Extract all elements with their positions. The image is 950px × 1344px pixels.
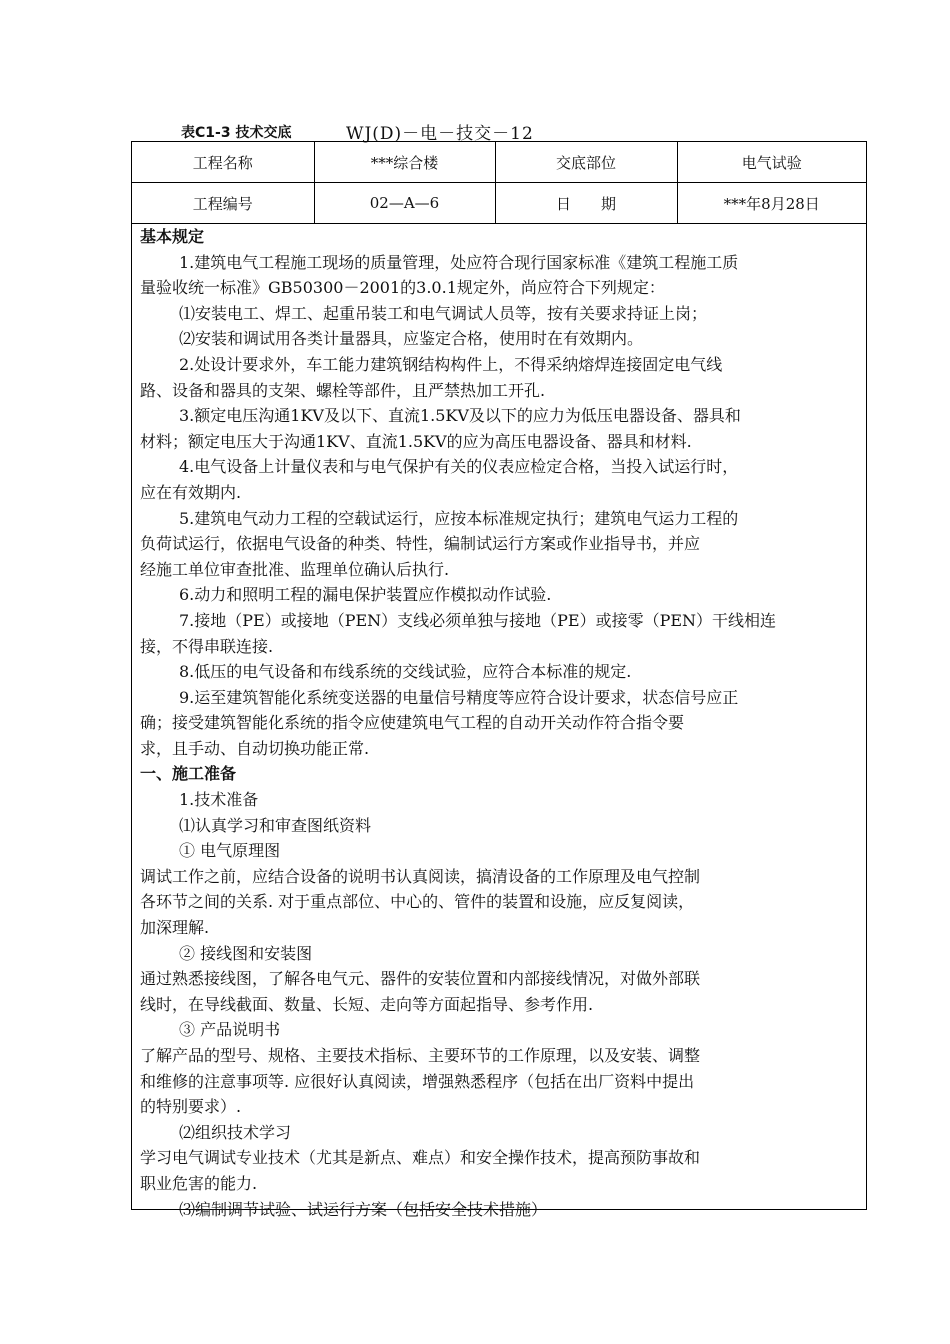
table-row xyxy=(132,142,866,183)
paragraph-line: 材料；额定电压大于沟通1KV、直流1.5KV的应为高压电器设备、器具和材料. xyxy=(140,431,692,451)
paragraph-line: ② 接线图和安装图 xyxy=(179,943,313,963)
paragraph-line: 7.接地（PE）或接地（PEN）支线必须单独与接地（PE）或接零（PEN）干线相连 xyxy=(179,610,777,630)
section-heading: 基本规定 xyxy=(140,227,205,246)
paragraph-line: 路、设备和器具的支架、螺栓等部件，且严禁热加工开孔. xyxy=(140,380,546,400)
paragraph-line: 接，不得串联连接. xyxy=(140,636,274,656)
paragraph-line: ③ 产品说明书 xyxy=(179,1020,281,1040)
paragraph-line: ⑴安装电工、焊工、起重吊装工和电气调试人员等，按有关要求持证上岗； xyxy=(179,303,708,323)
paragraph-line: 了解产品的型号、规格、主要技术指标、主要环节的工作原理，以及安装、调整 xyxy=(140,1046,701,1065)
handover-part-label: 交底部位 xyxy=(495,142,677,183)
project-info-table xyxy=(132,142,866,224)
project-no-value: 02—A—6 xyxy=(314,183,495,224)
paragraph-line: 的特别要求）. xyxy=(140,1097,242,1117)
paragraph-line: 确；接受建筑智能化系统的指令应使建筑电气工程的自动开关动作符合指令要 xyxy=(140,713,685,733)
paragraph-line: ⑵安装和调试用各类计量器具，应鉴定合格，使用时在有效期内。 xyxy=(179,329,644,349)
section-heading: 一、施工准备 xyxy=(140,764,237,784)
paragraph-line: 各环节之间的关系. 对于重点部位、中心的、管件的装置和设施，应反复阅读， xyxy=(140,892,695,912)
paragraph-line: 2.处设计要求外，车工能力建筑钢结构构件上，不得采纳熔焊连接固定电气线 xyxy=(179,354,723,374)
paragraph-line: ⑵组织技术学习 xyxy=(179,1122,292,1142)
table-row xyxy=(132,183,866,224)
paragraph-line: ⑶编制调节试验、试运行方案（包括安全技术措施） xyxy=(179,1199,548,1219)
project-name-value: ***综合楼 xyxy=(314,142,495,183)
paragraph-line: 经施工单位审查批准、监理单位确认后执行. xyxy=(140,559,450,579)
handover-part-value: 电气试验 xyxy=(677,142,866,183)
paragraph-line: 1.技术准备 xyxy=(179,790,259,810)
paragraph-line: 6.动力和照明工程的漏电保护装置应作模拟动作试验. xyxy=(179,585,552,605)
document-code: WJ(D)－电－技交－12 xyxy=(346,124,534,144)
paragraph-line: 应在有效期内. xyxy=(140,482,242,502)
table-label: 表C1-3 技术交底 xyxy=(181,125,292,141)
paragraph-line: 9.运至建筑智能化系统变送器的电量信号精度等应符合设计要求，状态信号应正 xyxy=(179,687,739,707)
paragraph-line: 加深理解. xyxy=(140,918,210,938)
date-value: ***年8月28日 xyxy=(677,183,866,224)
paragraph-line: 4.电气设备上计量仪表和与电气保护有关的仪表应检定合格，当投入试运行时， xyxy=(179,457,739,477)
paragraph-line: 学习电气调试专业技术（尤其是新点、难点）和安全操作技术，提高预防事故和 xyxy=(140,1148,701,1168)
paragraph-line: 1.建筑电气工程施工现场的质量管理，处应符合现行国家标准《建筑工程施工质 xyxy=(179,252,739,272)
paragraph-line: 线时，在导线截面、数量、长短、走向等方面起指导、参考作用. xyxy=(140,994,594,1014)
paragraph-line: 负荷试运行，依据电气设备的种类、特性，编制试运行方案或作业指导书，并应 xyxy=(140,534,701,554)
handover-content xyxy=(140,224,858,1222)
paragraph-line: 3.额定电压沟通1KV及以下、直流1.5KV及以下的应力为低压电器设备、器具和 xyxy=(179,406,741,426)
date-label: 日 期 xyxy=(495,183,677,224)
project-name-label: 工程名称 xyxy=(132,142,314,183)
paragraph-line: 职业危害的能力. xyxy=(140,1173,258,1193)
paragraph-line: 和维修的注意事项等. 应很好认真阅读，增强熟悉程序（包括在出厂资料中提出 xyxy=(140,1071,695,1091)
document-title-line xyxy=(181,119,781,144)
paragraph-line: ① 电气原理图 xyxy=(179,841,281,861)
paragraph-line: 8.低压的电气设备和布线系统的交线试验，应符合本标准的规定. xyxy=(179,662,632,682)
paragraph-line: 调试工作之前，应结合设备的说明书认真阅读，搞清设备的工作原理及电气控制 xyxy=(140,866,701,886)
paragraph-line: 量验收统一标准》GB50300－2001的3.0.1规定外，尚应符合下列规定： xyxy=(140,278,665,298)
paragraph-line: 求，且手动、自动切换功能正常. xyxy=(140,738,370,758)
project-no-label: 工程编号 xyxy=(132,183,314,224)
paragraph-line: ⑴认真学习和审查图纸资料 xyxy=(179,815,372,835)
paragraph-line: 通过熟悉接线图，了解各电气元、器件的安装位置和内部接线情况，对做外部联 xyxy=(140,969,701,989)
paragraph-line: 5.建筑电气动力工程的空载试运行，应按本标准规定执行；建筑电气运力工程的 xyxy=(179,508,739,528)
handover-form xyxy=(131,141,867,1219)
